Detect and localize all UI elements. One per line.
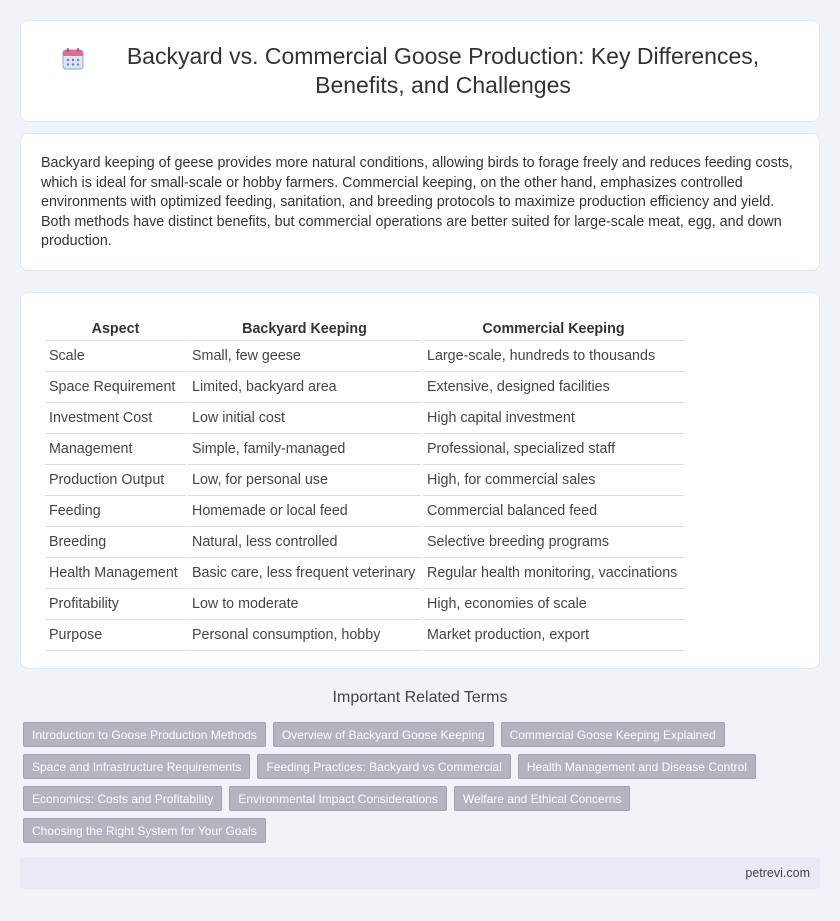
table-cell: Small, few geese [188,341,421,372]
comparison-table-card [20,292,820,669]
footer-site-link[interactable]: petrevi.com [745,866,810,880]
table-cell: Large-scale, hundreds to thousands [423,341,684,372]
table-cell: Basic care, less frequent veterinary [188,558,421,589]
table-cell: Limited, backyard area [188,372,421,403]
related-term-tag[interactable]: Feeding Practices: Backyard vs Commercial [257,754,510,779]
table-header-row [45,311,684,341]
table-row [45,589,684,620]
table-cell: Low to moderate [188,589,421,620]
table-row [45,434,684,465]
table-cell: Simple, family-managed [188,434,421,465]
header-card [20,20,820,122]
table-cell: Health Management [45,558,186,589]
table-cell: Scale [45,341,186,372]
table-row [45,372,684,403]
column-header-commercial: Commercial Keeping [423,311,684,341]
table-cell: Low initial cost [188,403,421,434]
footer [20,857,820,889]
related-terms-heading: Important Related Terms [332,689,508,706]
table-cell: Purpose [45,620,186,651]
table-cell: High, for commercial sales [423,465,684,496]
related-term-tag[interactable]: Health Management and Disease Control [518,754,756,779]
table-cell: Selective breeding programs [423,527,684,558]
page-title: Backyard vs. Commercial Goose Production: Key Differences, Benefits, and Challenges [126,43,760,98]
table-cell: Low, for personal use [188,465,421,496]
table-cell: Feeding [45,496,186,527]
table-cell: Extensive, designed facilities [423,372,684,403]
table-cell: High, economies of scale [423,589,684,620]
table-cell: Production Output [45,465,186,496]
table-row [45,527,684,558]
related-terms-list [23,722,803,843]
calendar-icon [61,47,85,71]
table-cell: Regular health monitoring, vaccinations [423,558,684,589]
table-cell: Space Requirement [45,372,186,403]
related-term-tag[interactable]: Commercial Goose Keeping Explained [501,722,725,747]
table-cell: Professional, specialized staff [423,434,684,465]
column-header-aspect: Aspect [45,311,186,341]
table-cell: Natural, less controlled [188,527,421,558]
table-row [45,403,684,434]
related-term-tag[interactable]: Overview of Backyard Goose Keeping [273,722,494,747]
table-cell: Breeding [45,527,186,558]
related-term-tag[interactable]: Choosing the Right System for Your Goals [23,818,266,843]
table-cell: High capital investment [423,403,684,434]
table-row [45,620,684,651]
intro-card [20,133,820,271]
table-cell: Profitability [45,589,186,620]
related-term-tag[interactable]: Environmental Impact Considerations [229,786,446,811]
table-cell: Market production, export [423,620,684,651]
table-cell: Investment Cost [45,403,186,434]
table-cell: Personal consumption, hobby [188,620,421,651]
table-cell: Management [45,434,186,465]
table-row [45,465,684,496]
related-term-tag[interactable]: Economics: Costs and Profitability [23,786,222,811]
related-term-tag[interactable]: Welfare and Ethical Concerns [454,786,631,811]
table-row [45,496,684,527]
table-row [45,341,684,372]
table-cell: Commercial balanced feed [423,496,684,527]
related-term-tag[interactable]: Introduction to Goose Production Methods [23,722,266,747]
related-term-tag[interactable]: Space and Infrastructure Requirements [23,754,250,779]
table-row [45,558,684,589]
comparison-table [43,311,686,651]
intro-text: Backyard keeping of geese provides more natural conditions, allowing birds to forage freely and reduces feeding costs, which is ideal for small-scale or hobby farmers. Commercial keeping, on the other hand, emphasizes controlled environments with optimized feeding, sanitation, and breeding protocols to maximize production efficiency and yield. Both methods have distinct benefits, but commercial operations are better suited for large-scale meat, egg, and down production. [41,155,793,250]
column-header-backyard: Backyard Keeping [188,311,421,341]
table-cell: Homemade or local feed [188,496,421,527]
